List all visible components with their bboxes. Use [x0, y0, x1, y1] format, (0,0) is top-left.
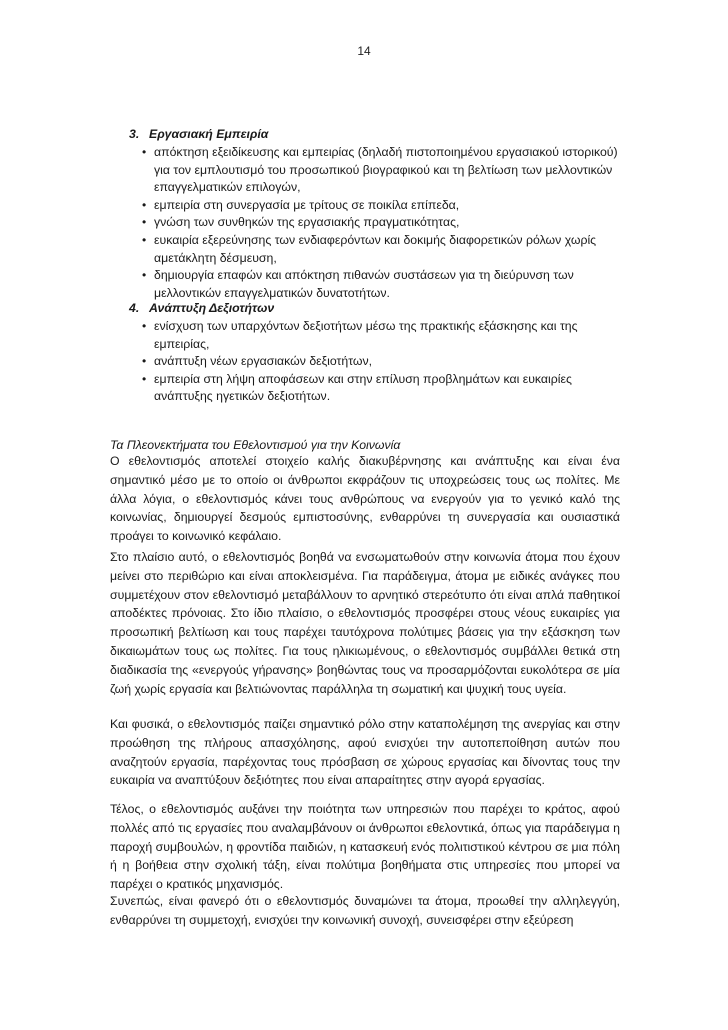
list-item: • γνώση των συνθηκών της εργασιακής πραγματικότητας, — [142, 214, 629, 232]
bullet-icon: • — [142, 268, 147, 283]
bullet-list — [129, 144, 629, 302]
bullet-icon: • — [142, 232, 147, 247]
bullet-icon: • — [142, 354, 147, 369]
paragraph: Τέλος, ο εθελοντισμός αυξάνει την ποιότητα των υπηρεσιών που παρέχει το κράτος, αφού πολλές από τις εργασίες που αναλαμβάνουν οι άνθρωποι εθελοντικά, όπως για παράδειγμα η παροχή συμβουλών, η φροντίδα παιδιών, η κατασκευή ενός πολιτιστικού κέντρου σε μια πόλη ή η βοήθεια στην σχολική τάξη, είναι πολύτιμα βοηθήματα στις υπηρεσίες που μπορεί να παρέχει ο κρατικός μηχανισμός. — [110, 802, 620, 892]
section-title: Ανάπτυξη Δεξιοτήτων — [149, 301, 275, 315]
page-number: 14 — [357, 44, 371, 58]
section-number: 3. — [129, 127, 140, 141]
list-item: • απόκτηση εξειδίκευσης και εμπειρίας (δηλαδή πιστοποιημένου εργασιακού ιστορικού) για τον εμπλουτισμό του προσωπικού βιογραφικού και τη βελτίωση των μελλοντικών επαγγελματικών επιλογών, — [142, 145, 618, 195]
bullet-list — [129, 318, 629, 406]
bullet-icon: • — [142, 145, 147, 159]
section-heading — [129, 126, 629, 143]
section-skills-development — [129, 300, 629, 406]
bullet-icon: • — [142, 215, 147, 230]
list-item: • ανάπτυξη νέων εργασιακών δεξιοτήτων, — [142, 353, 629, 371]
paragraph: Συνεπώς, είναι φανερό ότι ο εθελοντισμός δυναμώνει τα άτομα, προωθεί την αλληλεγγύη, ενθαρρύνει τη συμμετοχή, ενισχύει την κοινωνική συνοχή, συνεισφέρει στην εξεύρεση — [110, 894, 620, 927]
list-item: • ευκαιρία εξερεύνησης των ενδιαφερόντων και δοκιμής διαφορετικών ρόλων χωρίς αμετάκλητη δέσμευση, — [142, 232, 597, 265]
paragraph: Και φυσικά, ο εθελοντισμός παίζει σημαντικό ρόλο στην καταπολέμηση της ανεργίας και στην προώθηση της πλήρους απασχόλησης, αφού ενισχύει την αυτοπεποίθηση αυτών που αναζητούν εργασία, παρέχοντας τους πρόσβαση σε χώρους εργασίας και δίνοντας τους την ευκαιρία να αναπτύξουν δεξιότητες που είναι απαραίτητες στην αγορά εργασίας. — [110, 717, 620, 788]
list-item: • εμπειρία στη λήψη αποφάσεων και στην επίλυση προβλημάτων και ευκαιρίες ανάπτυξης ηγετικών δεξιοτήτων. — [142, 371, 572, 404]
section-work-experience — [129, 126, 629, 302]
bullet-icon: • — [142, 371, 147, 386]
list-item: • δημιουργία επαφών και απόκτηση πιθανών συστάσεων για τη διεύρυνση των μελλοντικών επαγγελματικών δυνατοτήτων. — [142, 268, 574, 300]
paragraph: Ο εθελοντισμός αποτελεί στοιχείο καλής διακυβέρνησης και ανάπτυξης και είναι ένα σημαντικό μέσο με το οποίο οι άνθρωποι εκφράζουν τις υποχρεώσεις τους ως πολίτες. Με άλλα λόγια, ο εθελοντισμός κάνει τους ανθρώπους να ενεργούν για το γενικό καλό της κοινωνίας, δημιουργεί δεσμούς εμπιστοσύνης, ενθαρρύνει τη συνεργασία και ουσιαστικά προάγει το κοινωνικό κεφάλαιο. — [110, 454, 620, 544]
section-number: 4. — [129, 301, 140, 315]
section-title: Εργασιακή Εμπειρία — [149, 127, 269, 141]
subsection-title: Τα Πλεονεκτήματα του Εθελοντισμού για την Κοινωνία — [110, 438, 401, 452]
list-item: • ενίσχυση των υπαρχόντων δεξιοτήτων μέσω της πρακτικής εξάσκησης και της εμπειρίας, — [142, 319, 578, 351]
section-heading — [129, 300, 629, 317]
bullet-icon: • — [142, 319, 147, 333]
bullet-icon: • — [142, 197, 147, 212]
list-item: • εμπειρία στη συνεργασία με τρίτους σε ποικίλα επίπεδα, — [142, 197, 629, 215]
paragraph: Στο πλαίσιο αυτό, ο εθελοντισμός βοηθά να ενσωματωθούν στην κοινωνία άτομα που έχουν μείνει στο περιθώριο και είναι αποκλεισμένα. Για παράδειγμα, άτομα με ειδικές ανάγκες που συμμετέχουν στον εθελοντισμό μεταβάλλουν το αρνητικό στερεότυπο ότι είναι απλά παθητικοί αποδέκτες πρόνοιας. Στο ίδιο πλαίσιο, ο εθελοντισμός προσφέρει στους νέους ευκαιρίες για προσωπική βελτίωση και τους παρέχει ταυτόχρονα πολύτιμες βάσεις για την εξάσκηση των δικαιωμάτων τους ως πολίτες. Για τους ηλικιωμένους, ο εθελοντισμός συμβάλλει θετικά στη διαδικασία της «ενεργούς γήρανσης» βοηθώντας τους να προσαρμόζονται ευκολότερα σε μία ζωή χωρίς εργασία και βελτιώνοντας παράλληλα τη σωματική και ψυχική τους υγεία. — [110, 550, 620, 696]
